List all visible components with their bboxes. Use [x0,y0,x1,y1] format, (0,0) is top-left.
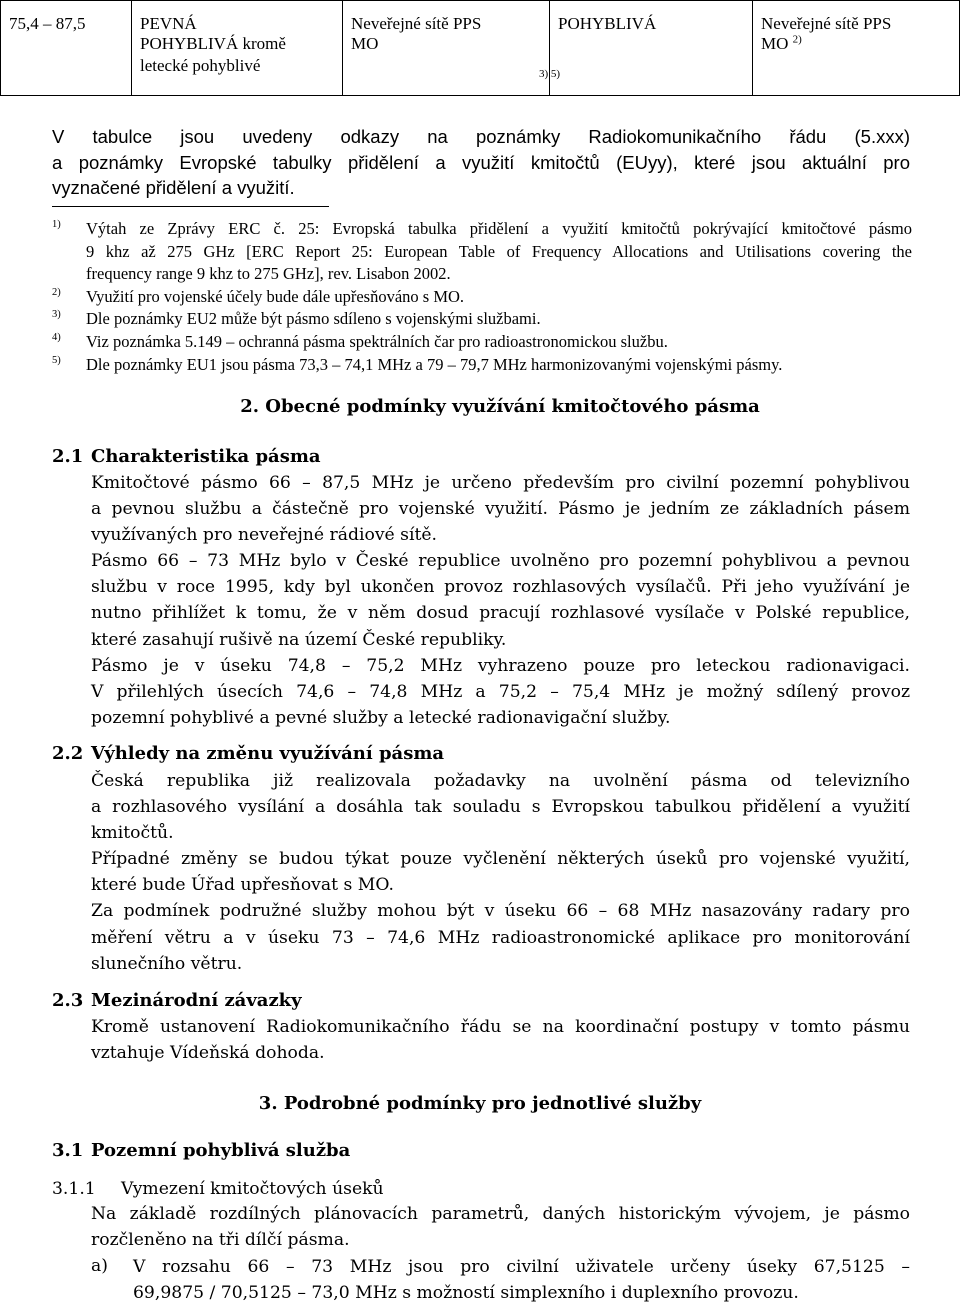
footnote-line: 9 khz až 275 GHz [ERC Report 25: European Table of Frequency Allocations and Utilisations covering the [86,241,912,261]
footnote-1 [52,218,912,286]
section-heading-3: 3. Podrobné podmínky pro jednotlivé služby [258,1093,702,1114]
footnotes [52,218,912,376]
section-title: Výhledy na změnu využívání pásma [91,743,445,764]
body-line: rozčleněno na tři dílčí pásma. [91,1230,350,1251]
footnote-divider [52,206,329,207]
footnote-ref: 2) [792,33,802,46]
usage-text: MO [761,34,789,53]
body-line: vztahuje Vídeňská dohoda. [91,1043,325,1064]
usage-line: Neveřejné sítě PPS [761,14,892,33]
section-number: 3.1 [52,1140,84,1161]
note-line: vyznačené přidělení a využití. [52,177,295,198]
table-cell-allocation [132,1,343,96]
footnote-5 [52,354,912,377]
usage-notes: 3) 5) [539,68,561,80]
body-line: využívaných pro neveřejné rádiové sítě. [91,525,438,546]
footnote-2 [52,286,912,309]
footnote-mark: 1) [52,219,61,230]
body-line: a rozhlasového vysílání a dosáhla tak souladu s Evropskou tabulkou přidělení a využití [91,797,910,818]
body-line: a pevnou službu a částečně pro vojenské využití. Pásmo je jedním ze základních pásem [91,499,910,520]
body-line: Pásmo je v úseku 74,8 – 75,2 MHz vyhrazeno pouze pro leteckou radionavigaci. [91,655,910,676]
section-3-1-1-body [91,1201,910,1253]
footnote-line: Viz poznámka 5.149 – ochranná pásma spektrálních čar pro radioastronomickou službu. [86,331,668,351]
section-number: 3.1.1 [52,1179,96,1199]
footnote-mark: 3) [52,309,61,321]
note-line: V tabulce jsou uvedeny odkazy na poznámky Radiokomunikačního řádu (5.xxx) [52,126,910,147]
section-number: 2.1 [52,446,84,467]
body-line: 69,9875 / 70,5125 – 73,0 MHz s možností simplexního i duplexního provozu. [133,1283,799,1304]
table-cell-allocation-2 [550,1,753,96]
body-line: měření větru a v úseku 73 – 74,6 MHz radioastronomické aplikace pro monitorování [91,927,910,948]
body-line: které zasahují rušivě na území České republiky. [91,629,507,650]
footnote-mark: 5) [52,354,61,366]
allocation-line: POHYBLIVÁ kromě [140,34,286,53]
table-cell-usage [343,1,561,96]
table-cell-frequency [1,1,132,96]
body-line: kmitočtů. [91,823,174,844]
body-line: Pásmo 66 – 73 MHz bylo v České republice uvolněno pro pozemní pohyblivou a pevnou [91,551,910,572]
usage-line: MO [351,34,379,53]
body-line: které bude Úřad upřesňovat s MO. [91,875,394,896]
footnote-4 [52,331,912,354]
body-line: službu v roce 1995, kdy byl ukončen provoz rozhlasových vysílačů. Při jeho využívání je [91,577,910,598]
footnote-line: Výtah ze Zprávy ERC č. 25: Evropská tabulka přidělení a využití kmitočtů pokrývající kmitočtové pásmo [86,219,912,238]
allocation-line: PEVNÁ [140,14,197,33]
footnote-mark: 4) [52,331,61,343]
allocation-line: POHYBLIVÁ [558,14,657,33]
section-title: Mezinárodní závazky [91,990,302,1011]
table-row [1,1,960,96]
body-line: Česká republika již realizovala požadavky na uvolnění pásma od televizního [91,771,910,791]
footnote-line: Dle poznámky EU1 jsou pásma 73,3 – 74,1 MHz a 79 – 79,7 MHz harmonizovanými vojenskými pásmy. [86,354,783,374]
body-line: nutno přihlížet k tomu, že v něm dosud pracují rozhlasové vysílače v Polské republice, [91,603,910,624]
footnote-line: frequency range 9 khz to 275 GHz], rev. Lisabon 2002. [86,264,451,284]
footnote-3 [52,308,912,331]
section-title: Pozemní pohyblivá služba [91,1140,351,1161]
list-item [133,1254,910,1306]
section-title: Vymezení kmitočtových úseků [121,1179,384,1199]
frequency-range: 75,4 – 87,5 [9,14,86,33]
footnote-line: Dle poznámky EU2 může být pásmo sdíleno s vojenskými službami. [86,309,541,329]
usage-line: Neveřejné sítě PPS [351,14,482,33]
footnote-line: Využití pro vojenské účely bude dále upřesňováno s MO. [86,286,465,306]
section-heading-2: 2. Obecné podmínky využívání kmitočtového pásma [240,396,760,417]
body-line: V rozsahu 66 – 73 MHz jsou pro civilní uživatele určeny úseky 67,5125 – [133,1257,910,1277]
allocation-table [0,0,960,96]
body-line: pozemní pohyblivé a pevné služby a letecké radionavigační služby. [91,707,671,728]
table-note [52,124,910,201]
table-cell-usage-2 [753,1,960,96]
section-number: 2.3 [52,990,84,1011]
body-line: V přilehlých úsecích 74,6 – 74,8 MHz a 75,2 – 75,4 MHz je možný sdílený provoz [91,681,910,702]
footnote-mark: 2) [52,286,61,298]
note-line: a poznámky Evropské tabulky přidělení a využití kmitočtů (EUyy), které jsou aktuální pro [52,151,910,173]
body-line: Za podmínek podružné služby mohou být v úseku 66 – 68 MHz nasazovány radary pro [91,901,910,922]
list-item-label: a) [91,1256,108,1276]
body-line: slunečního větru. [91,953,243,974]
body-line: Na základě rozdílných plánovacích parametrů, daných historickým vývojem, je pásmo [91,1204,910,1224]
body-line: Případné změny se budou týkat pouze vyčlenění některých úseků pro vojenské využití, [91,849,910,870]
section-title: Charakteristika pásma [91,446,321,467]
section-2-3-body [91,1014,910,1066]
body-line: Kromě ustanovení Radiokomunikačního řádu se na koordinační postupy v tomto pásmu [91,1017,910,1037]
section-2-2-body [91,768,910,977]
allocation-line: letecké pohyblivé [140,56,261,75]
section-2-1-body [91,470,910,731]
section-number: 2.2 [52,743,84,764]
body-line: Kmitočtové pásmo 66 – 87,5 MHz je určeno především pro civilní pozemní pohyblivou [91,473,910,493]
